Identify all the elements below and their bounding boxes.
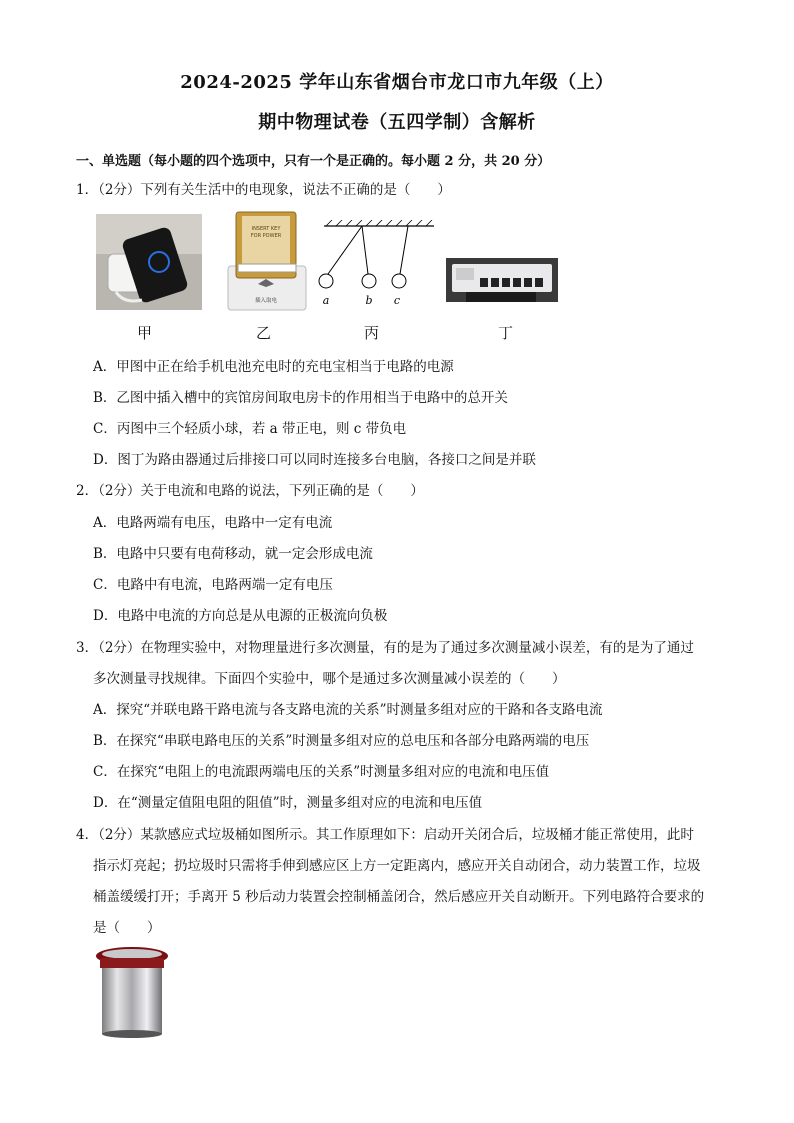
question-3-option-d: D．在“测量定值阻电阻的阻值”时，测量多组对应的电流和电压值 bbox=[93, 795, 483, 811]
question-4-stem-line2: 指示灯亮起；扔垃圾时只需将手伸到感应区上方一定距离内，感应开关自动闭合，动力装置工作，垃圾 bbox=[93, 858, 701, 874]
question-1-option-c: C．丙图中三个轻质小球，若 a 带正电，则 c 带负电 bbox=[93, 421, 407, 437]
section-heading-single-choice: 一、单选题（每小题的四个选项中，只有一个是正确的。每小题 2 分，共 20 分） bbox=[76, 154, 551, 169]
ball-label-b: b bbox=[365, 294, 373, 307]
slot-text-insert-power: 插入取电 bbox=[254, 298, 278, 304]
figure-caption-yi: 乙 bbox=[256, 324, 272, 342]
question-1-stem: 1．（2分）下列有关生活中的电现象，说法不正确的是（ ） bbox=[76, 182, 451, 198]
question-3-stem-line1: 3．（2分）在物理实验中，对物理量进行多次测量，有的是为了通过多次测量减小误差，有的是为了通过 bbox=[76, 640, 694, 656]
question-4-stem-line3: 桶盖缓缓打开；手离开 5 秒后动力装置会控制桶盖闭合，然后感应开关自动断开。下列电路符合要求的 bbox=[93, 889, 705, 905]
figure-caption-jia: 甲 bbox=[137, 324, 153, 342]
document-title-line1: 2024-2025 学年山东省烟台市龙口市九年级（上） bbox=[180, 72, 614, 93]
figure-caption-ding: 丁 bbox=[498, 324, 514, 342]
question-2-stem: 2．（2分）关于电流和电路的说法，下列正确的是（ ） bbox=[76, 483, 424, 499]
question-2-option-d: D．电路中电流的方向总是从电源的正极流向负极 bbox=[93, 608, 388, 624]
question-2-option-c: C．电路中有电流，电路两端一定有电压 bbox=[93, 577, 333, 593]
question-2-option-b: B．电路中只要有电荷移动，就一定会形成电流 bbox=[93, 546, 373, 562]
question-1-option-a: A．甲图中正在给手机电池充电时的充电宝相当于电路的电源 bbox=[93, 359, 454, 375]
figure-yi-key-card-slot bbox=[218, 208, 316, 312]
question-4-stem-line1: 4．（2分）某款感应式垃圾桶如图所示。其工作原理如下：启动开关闭合后，垃圾桶才能正常使用，此时 bbox=[76, 827, 694, 843]
figure-bing-suspended-balls bbox=[318, 220, 438, 312]
question-3-option-b: B．在探究“串联电路电压的关系”时测量多组对应的总电压和各部分电路两端的电压 bbox=[93, 733, 590, 749]
card-text-insert-key: INSERT KEY bbox=[251, 226, 281, 232]
figure-caption-bing: 丙 bbox=[364, 324, 380, 342]
question-1-option-b: B．乙图中插入槽中的宾馆房间取电房卡的作用相当于电路中的总开关 bbox=[93, 390, 508, 406]
document-title-line2: 期中物理试卷（五四学制）含解析 bbox=[258, 112, 536, 133]
question-3-stem-line2: 多次测量寻找规律。下面四个实验中，哪个是通过多次测量减小误差的（ ） bbox=[93, 671, 566, 687]
question-1-option-d: D．图丁为路由器通过后排接口可以同时连接多台电脑，各接口之间是并联 bbox=[93, 452, 536, 468]
question-3-option-c: C．在探究“电阻上的电流跟两端电压的关系”时测量多组对应的电流和电压值 bbox=[93, 764, 550, 780]
question-3-option-a: A．探究“并联电路干路电流与各支路电流的关系”时测量多组对应的干路和各支路电流 bbox=[93, 702, 603, 718]
figure-jia-power-bank-photo bbox=[96, 214, 202, 310]
card-text-for-power: FOR POWER bbox=[250, 233, 282, 239]
question-2-option-a: A．电路两端有电压，电路中一定有电流 bbox=[93, 515, 333, 531]
figure-ding-router-photo bbox=[446, 258, 558, 302]
ball-label-a: a bbox=[322, 294, 330, 307]
question-4-stem-line4: 是（ ） bbox=[93, 920, 161, 936]
ball-label-c: c bbox=[393, 294, 401, 307]
figure-sensor-trash-can bbox=[94, 944, 174, 1040]
